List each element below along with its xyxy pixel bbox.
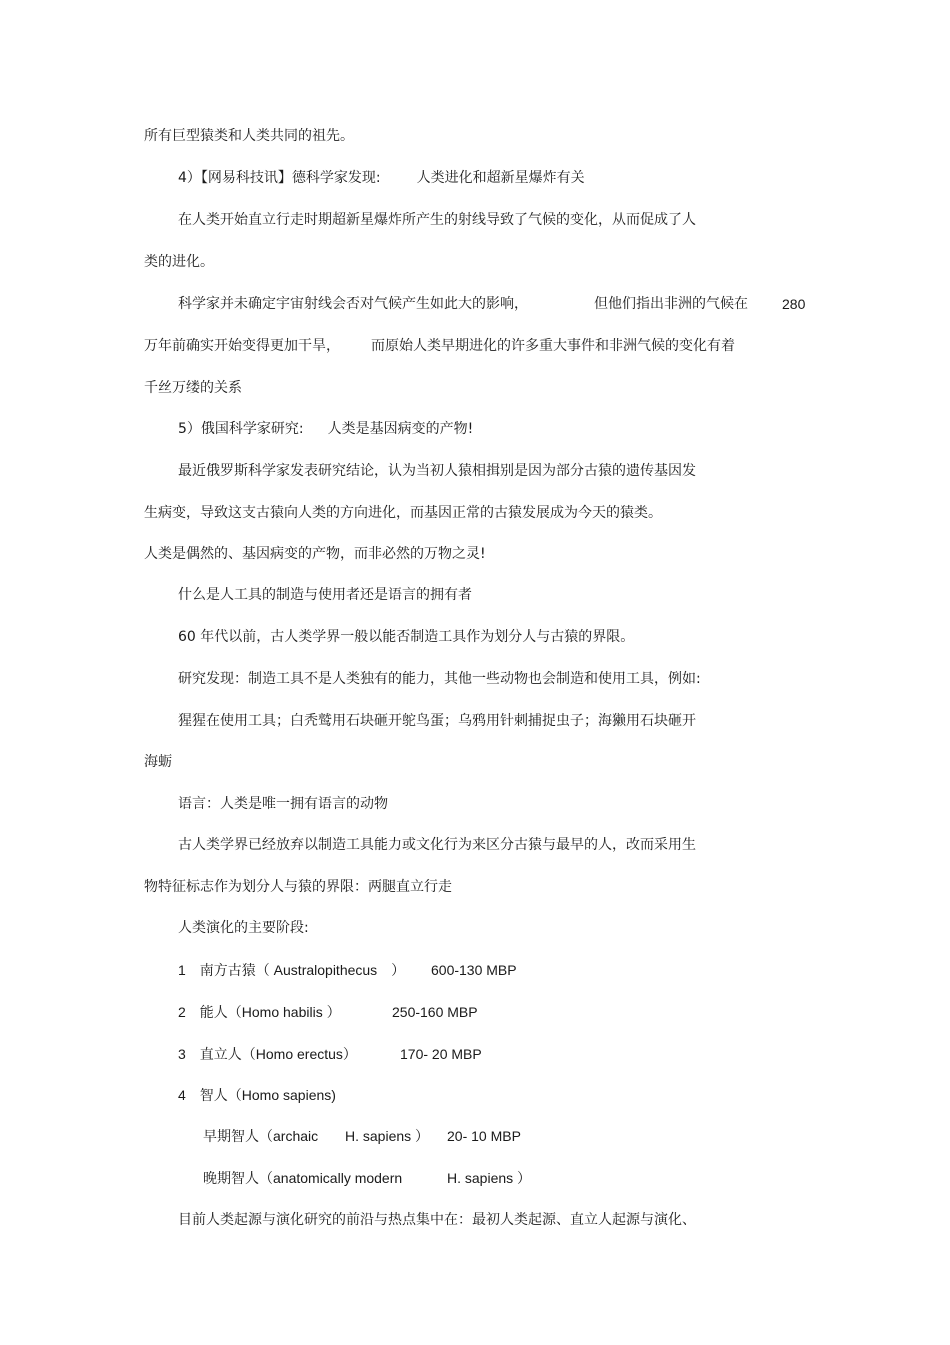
stage-range: 600-130 MBP <box>431 962 517 978</box>
heading-source: 5）俄国科学家研究: <box>178 421 304 437</box>
text-line: 人类演化的主要阶段: <box>178 920 309 936</box>
text-line: 语言：人类是唯一拥有语言的动物 <box>178 796 388 812</box>
text-line <box>178 295 528 313</box>
text-line: 猩猩在使用工具；白秃鹫用石块砸开鸵鸟蛋；乌鸦用针刺捕捉虫子；海獭用石块砸开 <box>178 713 696 729</box>
heading-source: 4）【网易科技讯】德科学家发现: <box>178 170 381 186</box>
stage-item: 3 直立人（Homo erectus） <box>178 1046 357 1062</box>
text-line: 所有巨型猿类和人类共同的祖先。 <box>144 128 354 144</box>
text-line: 在人类开始直立行走时期超新星爆炸所产生的射线导致了气候的变化，从而促成了人 <box>178 212 696 228</box>
stage-item: 4 智人（Homo sapiens) <box>178 1087 336 1103</box>
stage-item: 2 能人（Homo habilis ） <box>178 1004 341 1020</box>
text-line: 研究发现：制造工具不是人类独有的能力，其他一些动物也会制造和使用工具，例如: <box>178 671 701 687</box>
text-segment: 科学家并未确定宇宙射线会否对气候产生如此大的影响， <box>178 296 528 312</box>
text-line: 物特征标志作为划分人与猿的界限：两腿直立行走 <box>144 879 452 895</box>
substage-item: 早期智人（archaic <box>203 1128 319 1144</box>
text-line: 60 年代以前，古人类学界一般以能否制造工具作为划分人与古猿的界限。 <box>178 629 635 645</box>
heading-title: 人类是基因病变的产物! <box>327 421 474 437</box>
substage-species: H. sapiens ） <box>345 1128 430 1144</box>
text-line: 古人类学界已经放弃以制造工具能力或文化行为来区分古猿与最早的人，改而采用生 <box>178 837 696 853</box>
text-line: 类的进化。 <box>144 254 214 270</box>
text-line: 目前人类起源与演化研究的前沿与热点集中在：最初人类起源、直立人起源与演化、 <box>178 1212 696 1228</box>
stage-range: 250-160 MBP <box>392 1004 478 1020</box>
number-segment: 280 <box>782 296 806 312</box>
substage-range: 20- 10 MBP <box>447 1128 521 1144</box>
text-line: 生病变，导致这支古猿向人类的方向进化，而基因正常的古猿发展成为今天的猿类。 <box>144 505 662 521</box>
substage-item: 晚期智人（anatomically modern <box>203 1170 403 1186</box>
heading-title: 人类进化和超新星爆炸有关 <box>416 170 585 186</box>
text-line: 海蛎 <box>144 754 172 770</box>
text-line: 人类是偶然的、基因病变的产物，而非必然的万物之灵! <box>144 546 486 562</box>
text-segment: 万年前确实开始变得更加干旱， <box>144 338 340 354</box>
substage-species: H. sapiens ） <box>447 1170 532 1186</box>
text-line: 什么是人工具的制造与使用者还是语言的拥有者 <box>178 587 472 603</box>
text-segment: 而原始人类早期进化的许多重大事件和非洲气候的变化有着 <box>371 338 735 354</box>
heading-line <box>178 420 473 438</box>
text-line: 千丝万缕的关系 <box>144 380 242 396</box>
text-line: 最近俄罗斯科学家发表研究结论，认为当初人猿相揖别是因为部分古猿的遗传基因发 <box>178 463 696 479</box>
stage-range: 170- 20 MBP <box>400 1046 482 1062</box>
heading-line <box>178 169 585 187</box>
text-segment: 但他们指出非洲的气候在 <box>594 296 748 312</box>
stage-item: 1 南方古猿（ Australopithecus ） <box>178 962 406 978</box>
